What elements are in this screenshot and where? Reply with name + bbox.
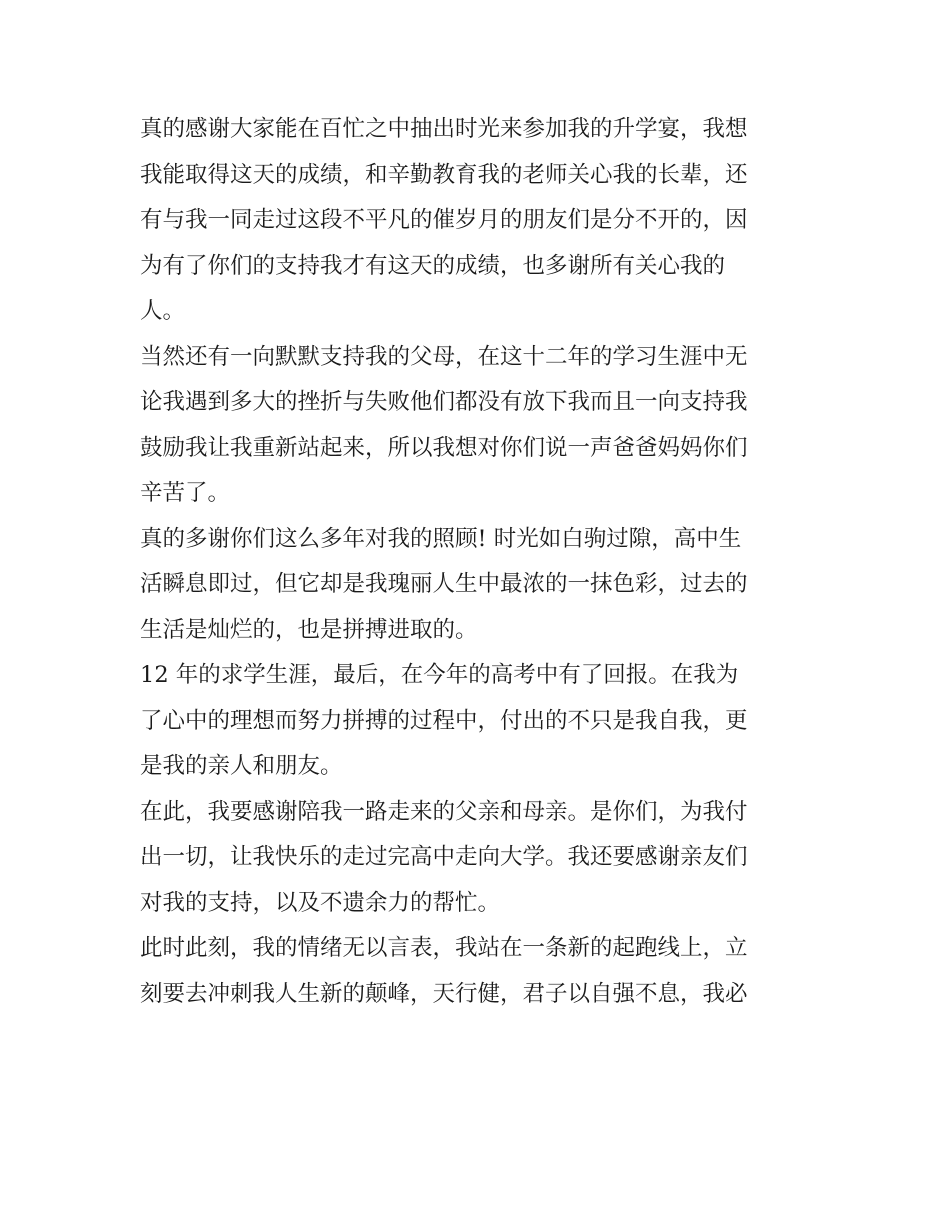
text-line: 真的感谢大家能在百忙之中抽出时光来参加我的升学宴，我想 bbox=[140, 116, 748, 142]
text-line: 是我的亲人和朋友。 bbox=[140, 753, 343, 779]
text-line: 在此，我要感谢陪我一路走来的父亲和母亲。是你们，为我付 bbox=[140, 798, 748, 825]
text-line: 12 年的求学生涯，最后，在今年的高考中有了回报。在我为 bbox=[140, 662, 739, 688]
text-line: 真的多谢你们这么多年对我的照顾! 时光如白驹过隙，高中生 bbox=[140, 525, 742, 552]
text-line: 人。 bbox=[140, 298, 186, 324]
text-line: 为有了你们的支持我才有这天的成绩，也多谢所有关心我的 bbox=[140, 252, 726, 279]
text-line: 生活是灿烂的，也是拼搏进取的。 bbox=[140, 616, 478, 643]
document-body bbox=[140, 107, 820, 1017]
text-line: 此时此刻，我的情绪无以言表，我站在一条新的起跑线上，立 bbox=[140, 935, 748, 961]
paragraph-1 bbox=[140, 107, 820, 335]
text-line: 当然还有一向默默支持我的父母，在这十二年的学习生涯中无 bbox=[140, 343, 748, 370]
paragraph-6 bbox=[140, 926, 820, 1017]
paragraph-3 bbox=[140, 517, 820, 654]
text-line: 活瞬息即过，但它却是我瑰丽人生中最浓的一抹色彩，过去的 bbox=[140, 571, 748, 597]
text-line: 辛苦了。 bbox=[140, 480, 231, 506]
text-line: 刻要去冲刺我人生新的颠峰，天行健，君子以自强不息，我必 bbox=[140, 980, 748, 1007]
text-line: 了心中的理想而努力拼搏的过程中，付出的不只是我自我，更 bbox=[140, 707, 748, 734]
paragraph-5 bbox=[140, 790, 820, 927]
text-line: 有与我一同走过这段不平凡的催岁月的朋友们是分不开的，因 bbox=[140, 207, 748, 233]
paragraph-4 bbox=[140, 653, 820, 790]
text-line: 我能取得这天的成绩，和辛勤教育我的老师关心我的长辈，还 bbox=[140, 161, 748, 188]
paragraph-2 bbox=[140, 335, 820, 517]
text-line: 对我的支持，以及不遗余力的帮忙。 bbox=[140, 889, 501, 916]
text-line: 鼓励我让我重新站起来，所以我想对你们说一声爸爸妈妈你们 bbox=[140, 434, 748, 461]
text-line: 出一切，让我快乐的走过完高中走向大学。我还要感谢亲友们 bbox=[140, 844, 748, 870]
text-line: 论我遇到多大的挫折与失败他们都没有放下我而且一向支持我 bbox=[140, 389, 748, 415]
